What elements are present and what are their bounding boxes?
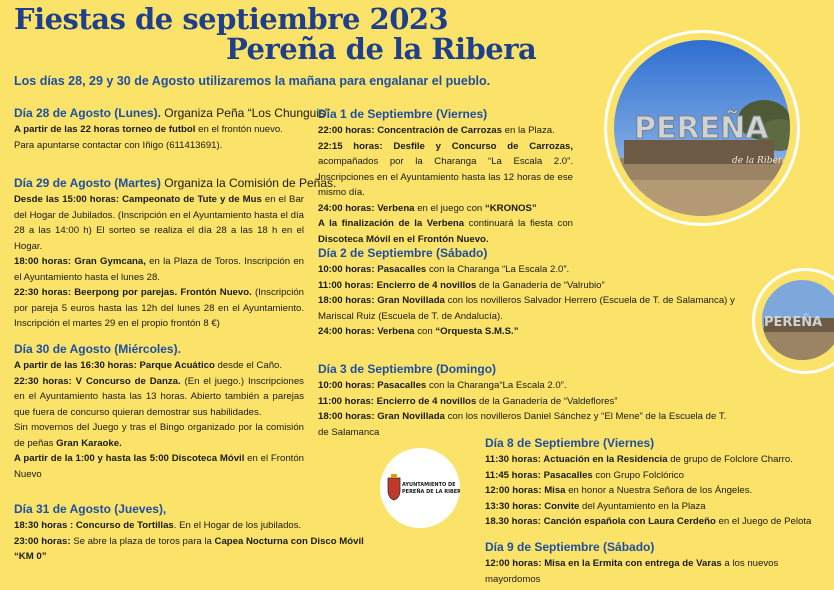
svg-text:PEREÑA: PEREÑA xyxy=(634,111,769,146)
day-9-september: Día 9 de Septiembre (Sábado) 12:00 horas: Misa en la Ermita con entrega de Varas a los nuevos mayordomos xyxy=(485,538,830,587)
day-heading: Día 2 de Septiembre (Sábado) xyxy=(318,246,488,260)
coat-of-arms-icon xyxy=(380,448,460,528)
day-3-september: Día 3 de Septiembre (Domingo) 10:00 horas: Pasacalles con la Charanga“La Escala 2.0”. 11:00 horas: Encierro de 4 novillos de la Ganadería de “Valdeflores” 18:00 horas: Gran Novillada con los novilleros Daniel Sánchez y “El Mene” de la Escuela de T. de Salamanca xyxy=(318,360,738,440)
photo-ring-small xyxy=(752,268,834,374)
intro-text: Los días 28, 29 y 30 de Agosto utilizaremos la mañana para engalanar el pueblo. xyxy=(14,74,491,88)
day-heading: Día 30 de Agosto (Miércoles). xyxy=(14,342,181,356)
svg-text:de la Ribera: de la Ribera xyxy=(732,156,788,166)
day-2-september: Día 2 de Septiembre (Sábado) 10:00 horas: Pasacalles con la Charanga “La Escala 2.0”. 11:00 horas: Encierro de 4 novillos de la Ganadería de “Valrubio” 18:00 horas: Gran Novillada con los novilleros Salvador Herrero (Escuela de T. de Salamanca) y Mariscal Ruiz (Escuela de T. de Andalucía). 24:00 horas: Verbena con “Orquesta S.M.S.” xyxy=(318,244,738,340)
svg-text:PEREÑA DE LA RIBERA: PEREÑA DE LA RIBERA xyxy=(402,489,460,495)
svg-text:AYUNTAMIENTO DE: AYUNTAMIENTO DE xyxy=(402,482,456,488)
day-30-august: Día 30 de Agosto (Miércoles). A partir de las 16:30 horas: Parque Acuático desde el Caño. 22:30 horas: V Concurso de Danza. (En el juego.) Inscripciones en el Ayuntamiento hasta las 13 horas. Abierto también a parejas que fuera de concurso quieran demostrar sus habilidades. Sin movernos del Juego y tras el Bingo organizado por la comisión de peñas Gran Karaoke. A partir de la 1:00 y hasta las 5:00 Discoteca Móvil en el Frontón Nuevo xyxy=(14,342,304,480)
svg-text:PEREÑA: PEREÑA xyxy=(764,315,823,330)
town-hall-logo xyxy=(380,448,460,528)
photo-ring xyxy=(604,30,800,226)
day-heading: Día 31 de Agosto (Jueves), xyxy=(14,502,167,516)
day-heading: Día 3 de Septiembre (Domingo) xyxy=(318,362,497,376)
day-29-august: Día 29 de Agosto (Martes) Organiza la Comisión de Peñas. Desde las 15:00 horas: Campeonato de Tute y de Mus en el Bar del Hogar de Jubilados. (Inscripción en el Ayuntamiento hasta el día 28 a las 14:00 h) El sorteo se realiza el día 28 a las 18 h en el Hogar. 18:00 horas: Gran Gymcana, en la Plaza de Toros. Inscripción en el Ayuntamiento hasta el lunes 28. 22:30 horas: Beerpong por parejas. Frontón Nuevo. (Inscripción por pareja 5 euros hasta las 12h del lunes 28 en el Ayuntamiento. Inscripción el martes 29 en el propio frontón 8 €) xyxy=(14,176,337,329)
day-heading: Día 29 de Agosto (Martes) Organiza la Comisión de Peñas. xyxy=(14,176,337,190)
day-heading: Día 28 de Agosto (Lunes). Organiza Peña “Los Chunguis” xyxy=(14,106,329,120)
day-heading: Día 1 de Septiembre (Viernes) xyxy=(318,107,488,121)
day-28-august: Día 28 de Agosto (Lunes). Organiza Peña “Los Chunguis” A partir de las 22 horas torneo de futbol en el frontón nuevo. Para apuntarse contactar con Iñigo (611413691). xyxy=(14,106,329,151)
day-31-august: Día 31 de Agosto (Jueves), 18:30 horas : Concurso de Tortillas. En el Hogar de los jubilados. 23:00 horas: Se abre la plaza de toros para la Capea Nocturna con Disco Móvil “KM 0” xyxy=(14,500,384,565)
day-heading: Día 8 de Septiembre (Viernes) xyxy=(485,436,655,450)
day-heading: Día 9 de Septiembre (Sábado) xyxy=(485,540,655,554)
day-8-september: Día 8 de Septiembre (Viernes) 11:30 horas: Actuación en la Residencia de grupo de Folclore Charro. 11:45 horas: Pasacalles con Grupo Folclórico 12:00 horas: Misa en honor a Nuestra Señora de los Ángeles. 13:30 horas: Convite del Ayuntamiento en la Plaza 18.30 horas: Canción española con Laura Cerdeño en el Juego de Pelota xyxy=(485,434,830,530)
page-title: Fiestas de septiembre 2023 xyxy=(14,2,449,36)
day-1-september: Día 1 de Septiembre (Viernes) 22:00 horas: Concentración de Carrozas en la Plaza. 22:15 horas: Desfile y Concurso de Carrozas, acompañados por la Charanga “La Escala 2.0”. Inscripciones en el Ayuntamiento hasta las 12 horas de ese mismo día. 24:00 horas: Verbena en el juego con “KRONOS” A la finalización de la Verbena continuará la fiesta con Discoteca Móvil en el Frontón Nuevo. xyxy=(318,107,573,245)
page-subtitle: Pereña de la Ribera xyxy=(226,32,537,66)
